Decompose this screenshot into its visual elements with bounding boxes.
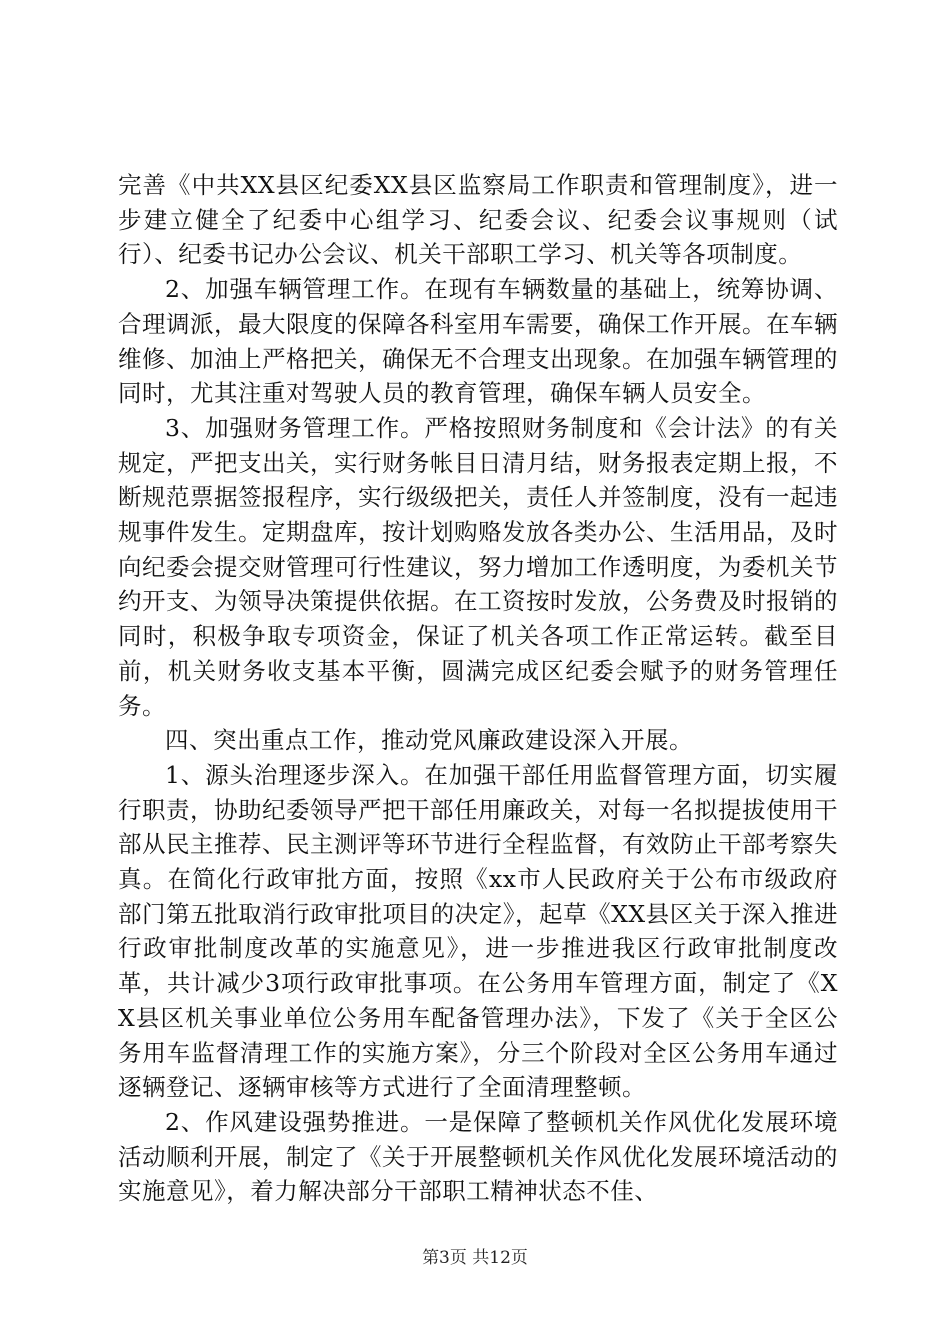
- paragraph-3: 3、加强财务管理工作。严格按照财务制度和《会计法》的有关规定，严把支出关，实行财务帐目日清月结，财务报表定期上报，不断规范票据签报程序，实行级级把关，责任人并签制度，没有一起违规事件发生。定期盘库，按计划购赂发放各类办公、生活用品，及时向纪委会提交财管理可行性建议，努力增加工作透明度，为委机关节约开支、为领导决策提供依据。在工资按时发放，公务费及时报销的同时，积极争取专项资金，保证了机关各项工作正常运转。截至目前，机关财务收支基本平衡，圆满完成区纪委会赋予的财务管理任务。: [118, 413, 838, 720]
- section-heading: 四、突出重点工作，推动党风廉政建设深入开展。: [165, 726, 693, 755]
- page-footer: 第3页 共12页: [422, 1248, 528, 1268]
- paragraph-5: 2、作风建设强势推进。一是保障了整顿机关作风优化发展环境活动顺利开展，制定了《关于开展整顿机关作风优化发展环境活动的实施意见》，着力解决部分干部职工精神状态不佳、: [118, 1107, 838, 1206]
- paragraph-4: 1、源头治理逐步深入。在加强干部任用监督管理方面，切实履行职责，协助纪委领导严把干部任用廉政关，对每一名拟提拔使用干部从民主推荐、民主测评等环节进行全程监督，有效防止干部考察失真。在简化行政审批方面，按照《xx市人民政府关于公布市级政府部门第五批取消行政审批项目的决定》，起草《XX县区关于深入推进行政审批制度改革的实施意见》，进一步推进我区行政审批制度改革，共计减少3项行政审批事项。在公务用车管理方面，制定了《XX县区机关事业单位公务用车配备管理办法》，下发了《关于全区公务用车监督清理工作的实施方案》，分三个阶段对全区公务用车通过逐辆登记、逐辆审核等方式进行了全面清理整顿。: [118, 760, 838, 1102]
- paragraph-1: 完善《中共XX县区纪委XX县区监察局工作职责和管理制度》，进一步建立健全了纪委中心组学习、纪委会议、纪委会议事规则（试行）、纪委书记办公会议、机关干部职工学习、机关等各项制度。: [118, 171, 838, 269]
- paragraph-2: 2、加强车辆管理工作。在现有车辆数量的基础上，统筹协调、合理调派，最大限度的保障各科室用车需要，确保工作开展。在车辆维修、加油上严格把关，确保无不合理支出现象。在加强车辆管理的同时，尤其注重对驾驶人员的教育管理，确保车辆人员安全。: [118, 275, 838, 408]
- document-body: [118, 168, 838, 1209]
